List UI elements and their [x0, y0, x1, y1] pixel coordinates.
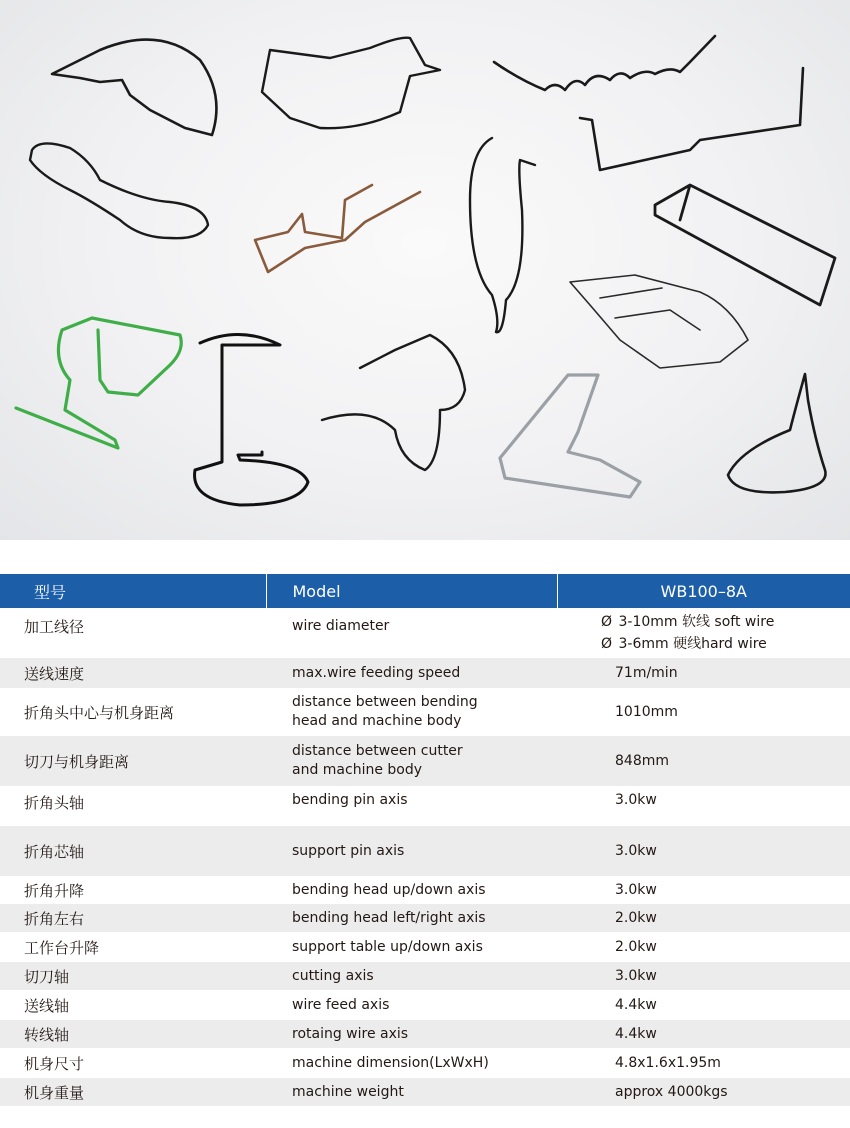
wire-shape-green-clip: [16, 318, 181, 448]
specifications-table-container: [0, 574, 850, 1106]
header-model-zh: 型号: [0, 574, 266, 608]
param-en: wire feed axis: [292, 997, 390, 1013]
table-row: [0, 608, 850, 658]
param-zh: 折角升降: [24, 881, 85, 900]
param-zh: 机身重量: [0, 1078, 266, 1106]
param-en: max.wire feeding speed: [266, 658, 557, 688]
table-header-row: [0, 574, 850, 608]
param-value: 4.4kw: [557, 1020, 850, 1048]
param-zh: 折角头轴: [24, 794, 85, 812]
wire-shape-teardrop: [728, 374, 826, 492]
wire-shape-peanut: [30, 143, 208, 238]
table-row: [0, 658, 850, 688]
table-row: [0, 962, 850, 990]
param-en: cutting axis: [266, 962, 557, 990]
param-en: bending pin axis: [292, 792, 408, 808]
param-zh: 机身尺寸: [24, 1054, 85, 1073]
wire-shapes-illustration: [0, 0, 850, 540]
wire-shape-triangle: [500, 375, 640, 497]
param-value: 4.8x1.6x1.95m: [615, 1055, 721, 1071]
wire-shape-zigzag: [255, 185, 420, 272]
param-value: 3.0kw: [615, 792, 657, 808]
table-row: [0, 688, 850, 736]
param-zh: 折角头中心与机身距离: [24, 703, 175, 722]
wire-samples-photo: [0, 0, 850, 540]
table-row: [0, 736, 850, 786]
param-zh: 转线轴: [0, 1020, 266, 1048]
param-en: wire diameter: [292, 618, 390, 634]
param-en: machine dimension(LxWxH): [292, 1055, 489, 1071]
param-en: distance between bending head and machine body: [292, 694, 478, 729]
table-row: [0, 904, 850, 932]
param-value: 848mm: [557, 736, 850, 786]
wire-shape-bracket: [580, 68, 803, 170]
table-row: [0, 990, 850, 1020]
table-row: [0, 1020, 850, 1048]
table-row: [0, 1048, 850, 1078]
value-line-soft: Ø 3-10mm 软线 soft wire: [601, 614, 775, 630]
param-en: distance between cutter and machine body: [266, 736, 557, 786]
param-zh: 切刀与机身距离: [0, 736, 266, 786]
table-row: [0, 876, 850, 904]
param-en: support table up/down axis: [292, 939, 483, 955]
param-value: [557, 608, 850, 658]
param-zh: 切刀轴: [0, 962, 266, 990]
param-value: 1010mm: [615, 704, 678, 720]
wire-shape-curve: [322, 335, 465, 470]
param-value: 2.0kw: [615, 939, 657, 955]
param-zh: 折角左右: [0, 904, 266, 932]
param-zh: 送线速度: [0, 658, 266, 688]
table-row: [0, 1078, 850, 1106]
wire-shape-basket: [570, 275, 748, 368]
param-value: 71m/min: [557, 658, 850, 688]
table-row: [0, 826, 850, 876]
value-line-hard: Ø 3-6mm 硬线hard wire: [601, 636, 767, 652]
specifications-table: [0, 574, 850, 1106]
param-en: support pin axis: [266, 826, 557, 876]
param-value: 3.0kw: [557, 962, 850, 990]
param-zh: 折角芯轴: [0, 826, 266, 876]
param-zh: 工作台升降: [24, 938, 100, 957]
wire-shape-hook: [470, 138, 535, 332]
param-value: 2.0kw: [557, 904, 850, 932]
header-model-number: WB100–8A: [557, 574, 850, 608]
wire-shape-half-disc: [52, 40, 216, 135]
wire-shape-bird: [262, 38, 440, 128]
param-value: 3.0kw: [615, 882, 657, 898]
param-en: bending head left/right axis: [266, 904, 557, 932]
wire-shape-wave: [494, 36, 715, 90]
wire-shape-stand: [195, 334, 308, 505]
table-row: [0, 932, 850, 962]
param-value: approx 4000kgs: [557, 1078, 850, 1106]
param-zh: 送线轴: [24, 996, 70, 1015]
param-value: 4.4kw: [615, 997, 657, 1013]
header-model-en: Model: [266, 574, 557, 608]
param-en: bending head up/down axis: [292, 882, 486, 898]
param-value: 3.0kw: [557, 826, 850, 876]
param-en: rotaing wire axis: [266, 1020, 557, 1048]
param-en: machine weight: [266, 1078, 557, 1106]
table-row: [0, 786, 850, 826]
param-zh: 加工线径: [24, 618, 85, 636]
